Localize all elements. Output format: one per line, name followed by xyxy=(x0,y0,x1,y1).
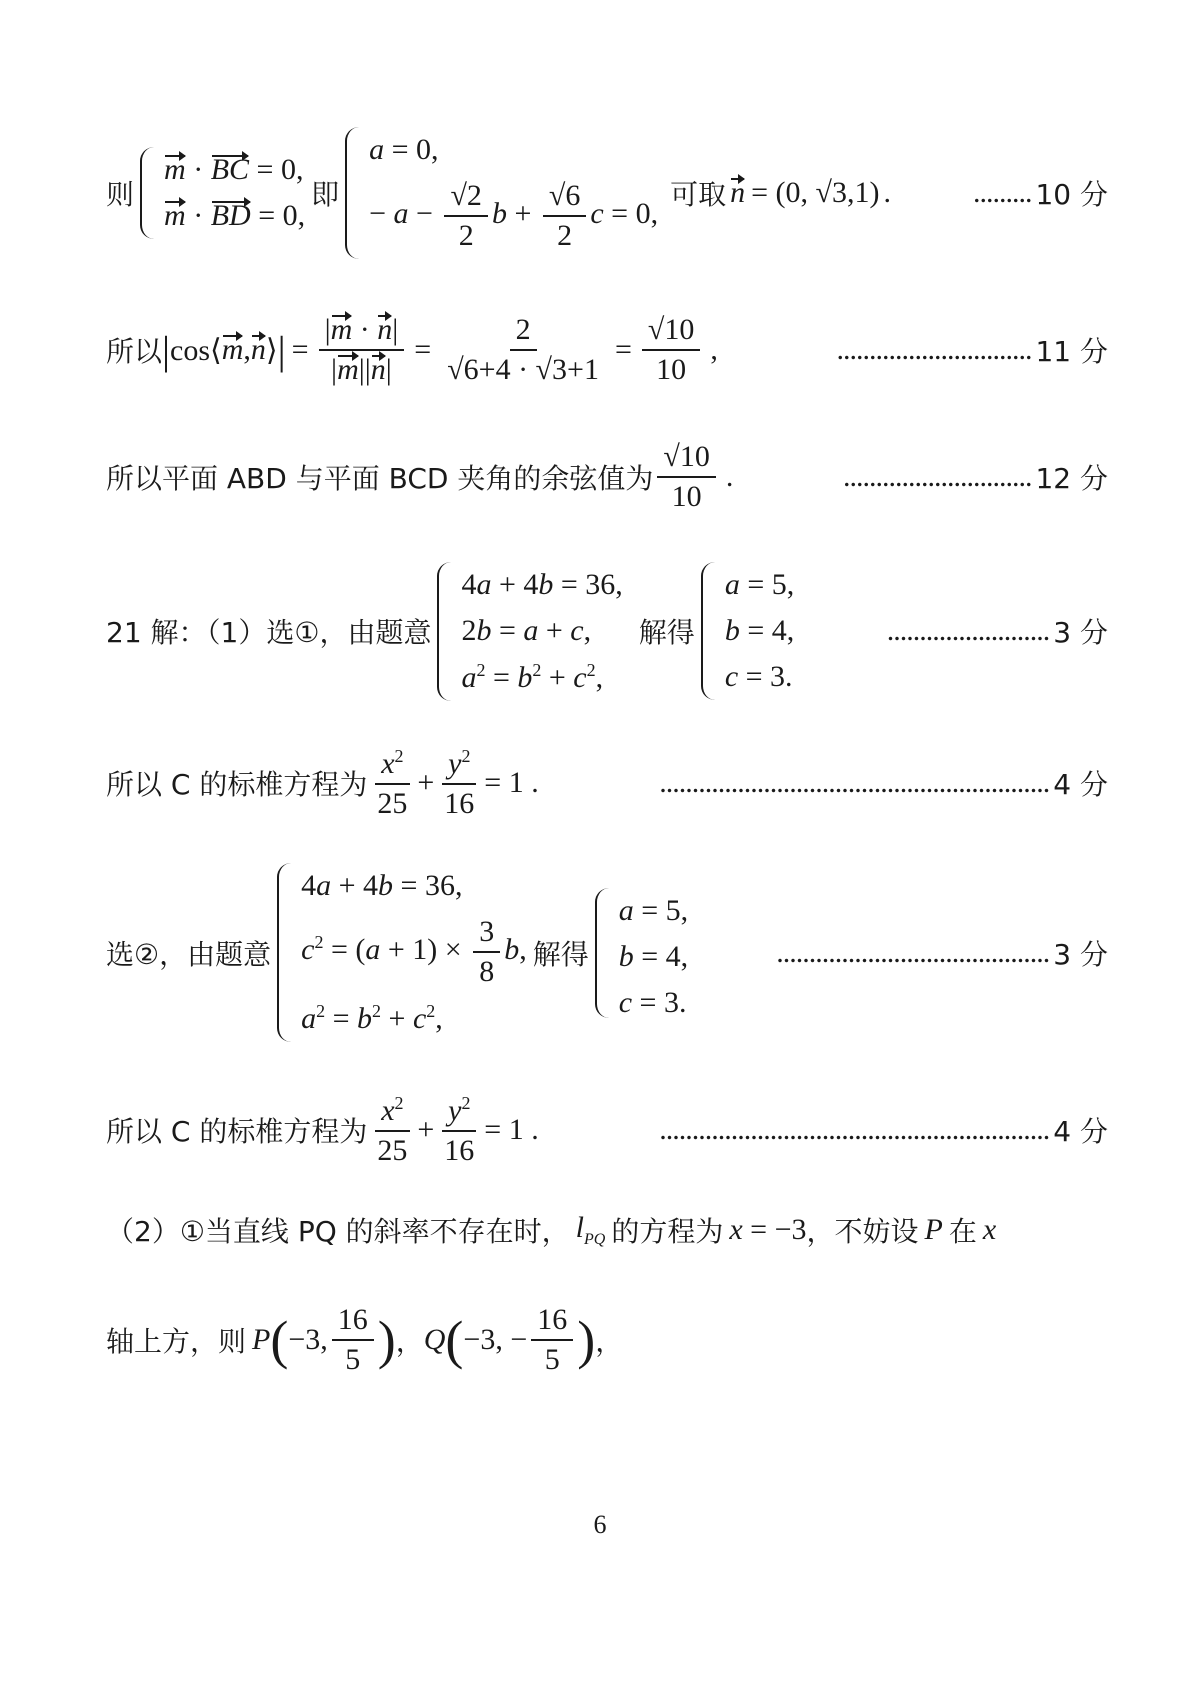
condition-system: 4a + 4b = 36, $c^2 = (a + 1)$ × $\frac{3}{8}$ b, $a^2 = b^2 + c^2$, xyxy=(277,863,527,1042)
frac-numeric: $\frac{2}{√6+4 \cdot √3+1}$ xyxy=(447,313,599,386)
system-row: m · BC = 0, xyxy=(164,153,304,186)
system-row: − a − $\frac{√2}{2}$ b + $\frac{√6}{2}$ c = 0, xyxy=(369,179,659,252)
dot-leader: ......................... xyxy=(886,614,1050,647)
system-row: a = 0, xyxy=(369,133,439,166)
score-label: 10 分 xyxy=(1035,178,1108,211)
score-label: 11 分 xyxy=(1035,335,1108,368)
line-angle-conclusion: 所以平面 ABD 与平面 BCD 夹角的余弦值为 $\frac{√10}{10}$ . ............................. 12 分 xyxy=(106,440,1108,513)
left-brace xyxy=(701,562,719,700)
coordinate-equation-system xyxy=(345,127,658,259)
left-brace xyxy=(277,863,295,1042)
frac-result: $\frac{√10}{10}$ xyxy=(657,440,715,514)
points-text: 轴上方，则 xyxy=(106,1325,247,1358)
vector-equation-system xyxy=(140,147,305,239)
line-problem21-option1 xyxy=(106,556,1108,706)
vector-n: n xyxy=(730,176,746,209)
prefix-text: 则 xyxy=(106,178,135,211)
solution-system: a = 5, b = 4, c = 3. xyxy=(595,888,688,1018)
score-label: 3 分 xyxy=(1053,616,1108,649)
part2-text-d: 在 xyxy=(948,1215,977,1248)
frac-result: $\frac{√10}{10}$ xyxy=(642,313,700,387)
part2-text-a: （2）①当直线 PQ 的斜率不存在时， xyxy=(106,1215,570,1248)
line-problem21-option2 xyxy=(106,860,1108,1045)
prefix-text: 选②，由题意 xyxy=(106,937,272,971)
left-brace xyxy=(595,888,613,1018)
equation-intro-text: 所以 C 的标椎方程为 xyxy=(106,768,368,801)
dot-leader: ......... xyxy=(972,176,1032,209)
dot-leader: ............................................................ xyxy=(659,766,1050,799)
condition-system: 4a + 4b = 36, 2b = a + c, $a^2 = b^2 + c^2$, xyxy=(437,562,622,701)
left-brace xyxy=(345,127,363,259)
line-vector-system: 则 m · BC = 0, m · BD = 0, 即 a = 0, − a − $\frac{√2}{2}$ b + $\frac{√6}{2}$ c = 0, 可取 n = (0, √3,1) . ......... 10 分 xyxy=(106,118,1108,268)
left-brace xyxy=(140,147,158,239)
prefix-text: 所以 xyxy=(106,335,163,368)
part2-text-b: 的方程为 xyxy=(611,1215,724,1248)
solve-text: 解得 xyxy=(638,616,695,649)
part2-text-c: ，不妨设 xyxy=(806,1215,919,1248)
line-cosine: 所以 | cos⟨ m , n ⟩ | = $\frac{|m \cdot n|}{|m||n|}$ = $\frac{2}{√6+4 \cdot √3+1}$ = $\frac{√10}{10}$ , .............................. 11 分 xyxy=(106,313,1108,386)
dot-leader: .......................................... xyxy=(776,935,1050,969)
equation-intro-text: 所以 C 的标椎方程为 xyxy=(106,1115,368,1148)
dot-leader: .............................. xyxy=(836,333,1032,366)
prefix-text: 21 解：（1）选①，由题意 xyxy=(106,616,432,649)
dot-leader: ............................. xyxy=(842,460,1032,493)
system-row: m · BD = 0, xyxy=(164,199,306,232)
frac-vectors: $\frac{|m \cdot n|}{|m||n|}$ xyxy=(319,313,405,387)
mid-text: 即 xyxy=(311,178,340,211)
line-points: 轴上方，则 P ( −3, $\frac{16}{5}$ ) ， Q ( −3, − $\frac{16}{5}$ ) ， xyxy=(106,1303,624,1376)
solution-system: a = 5, b = 4, c = 3. xyxy=(701,562,794,700)
tail-equation: = (0, √3,1) xyxy=(751,176,880,209)
line-ellipse-equation-2: 所以 C 的标椎方程为 $\frac{x^2}{25}$ + $\frac{y^2}{16}$ = 1 . ............................................................ 4 分 xyxy=(106,1092,1108,1167)
left-brace xyxy=(437,562,455,701)
page-number: 6 xyxy=(593,1510,607,1539)
line-ellipse-equation-1: 所以 C 的标椎方程为 $\frac{x^2}{25}$ + $\frac{y^2}{16}$ = 1 . ............................................................ 4 分 xyxy=(106,745,1108,820)
solve-text: 解得 xyxy=(532,937,589,971)
score-label: 12 分 xyxy=(1035,462,1108,495)
tail-text: 可取 xyxy=(670,178,727,211)
conclusion-text: 所以平面 ABD 与平面 BCD 夹角的余弦值为 xyxy=(106,462,654,495)
dot-leader: ............................................................ xyxy=(659,1113,1050,1146)
score-label: 4 分 xyxy=(1053,1115,1108,1148)
score-label: 3 分 xyxy=(1053,937,1108,971)
score-label: 4 分 xyxy=(1053,768,1108,801)
line-part2-intro: （2）①当直线 PQ 的斜率不存在时， $l_{PQ}$ 的方程为 x = −3 ，不妨设 P 在 x xyxy=(106,1211,997,1248)
